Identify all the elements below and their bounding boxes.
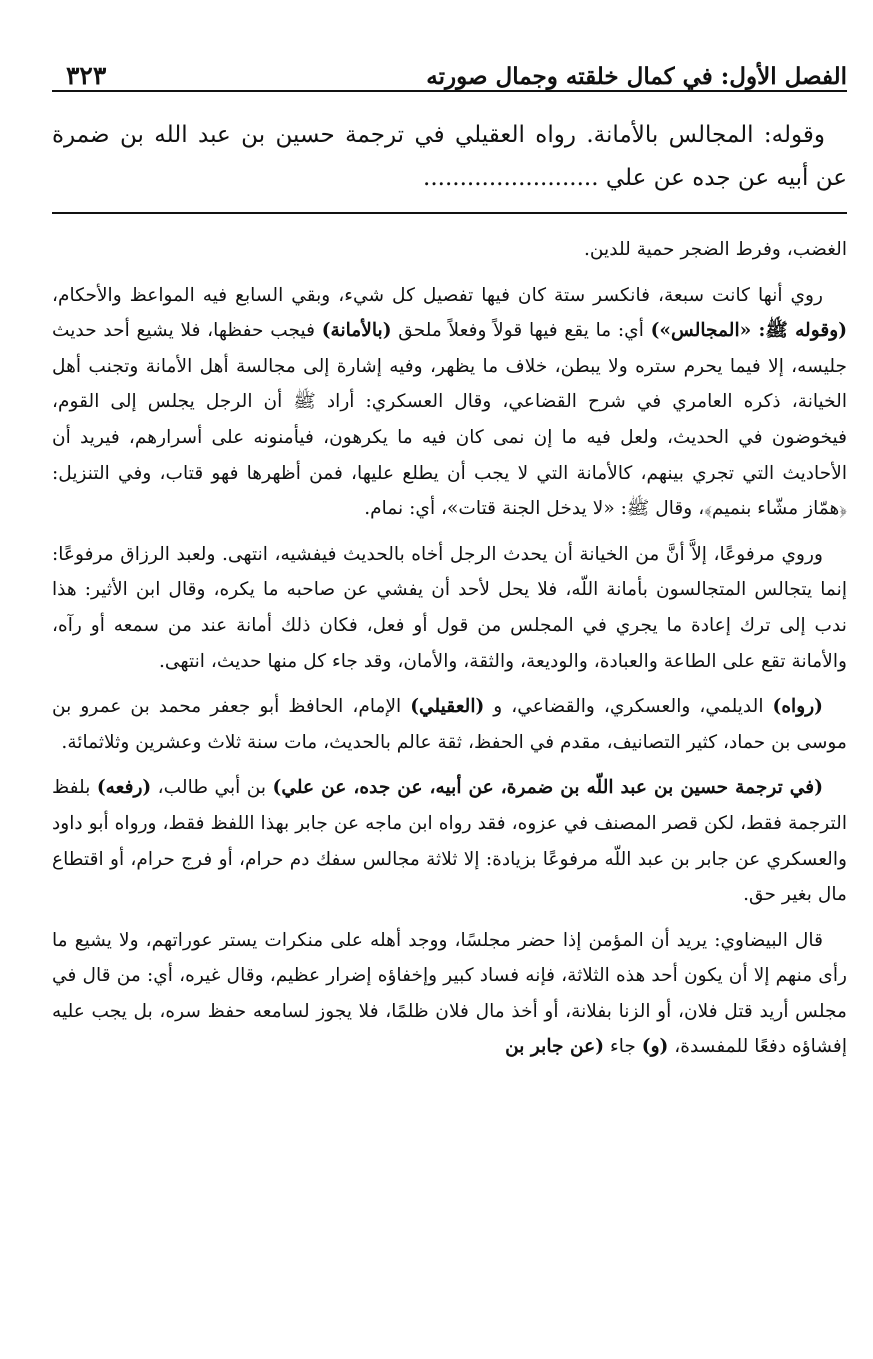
p4-bold-a: (رواه) <box>772 696 823 718</box>
paragraph-6 <box>52 923 847 1065</box>
p5-bold-c: (رفعه) <box>96 777 152 799</box>
p2-bold-b: (وقوله ﷺ: «المجالس») <box>650 320 847 342</box>
paragraph-2 <box>52 278 847 527</box>
p4-text-d: الإمام، الحافظ أبو جعفر محمد بن عمرو بن موسى بن حماد، كثير التصانيف، مقدم في الحفظ، ثقة عالم بالحديث، مات سنة ثلاث وعشرين وثلاثمائة. <box>52 696 847 753</box>
p5-bold-a: (في ترجمة حسين بن عبد اللّه بن ضمرة، عن أبيه، عن جده، عن علي) <box>272 777 823 799</box>
p2-text-c: أي: ما يقع فيها قولاً وفعلاً ملحق <box>391 320 651 342</box>
p6-text-a: قال البيضاوي: يريد أن المؤمن إذا حضر مجلسًا، ووجد أهله على منكرات يستر عوراتهم، ولا يشيع ما رأى منهم إلا أن يكون أحد هذه الثلاثة، فإنه فساد كبير وإخفاؤه إضرار عظيم، وقال غيره، أي: من قال في مجلس أريد قتل فلان، أو الزنا بفلانة، أو أخذ مال فلان ظلمًا، فلا يجوز لسامعه حفظ سره، بل يجب عليه إفشاؤه دفعًا للمفسدة، <box>52 929 847 1058</box>
p5-text-b: بن أبي طالب، <box>151 777 273 799</box>
p5-text-d: بلفظ الترجمة فقط، لكن قصر المصنف في عزوه، فقد رواه ابن ماجه عن جابر بهذا اللفظ فقط، ورواه أبو داود والعسكري عن جابر بن عبد اللّه مرفوعًا بزيادة: إلا ثلاثة مجالس سفك دم حرام، أو فرج حرام، أو اقتطاع مال بغير حق. <box>52 777 847 906</box>
paragraph-3: وروي مرفوعًا، إلاَّ أنَّ من الخيانة أن يحدث الرجل أخاه بالحديث فيفشيه، انتهى. ولعبد الرزاق مرفوعًا: إنما يتجالس المتجالسون بأمانة اللّه، فلا يحل لأحد أن يفشي عن صاحبه ما يكره، وقال ابن الأثير: هذا ندب إلى ترك إعادة ما يجري في المجلس من قول أو فعل، فكان ذلك أمانة عند من سمعه أو رآه، والأمانة تقع على الطاعة والعبادة، والوديعة، والثقة، والأمان، وقد جاء كل منها حديث، انتهى. <box>52 543 847 672</box>
paragraph-4 <box>52 689 847 760</box>
p2-bold-d: (بالأمانة) <box>321 320 392 342</box>
page-header <box>52 44 847 92</box>
matn-text <box>52 114 847 200</box>
p4-bold-c: (العقيلي) <box>410 696 485 718</box>
p2-text-e: فيجب حفظها، فلا يشيع أحد حديث جليسه، إلا فيما يحرم ستره ولا يبطن، خلاف ما يظهر، وفيه إشارة إلى مجالسة أهل الأمانة وتجنب أهل الخيانة، ذكره العامري في شرح القضاعي، وقال العسكري: أراد ﷺ أن الرجل يجلس إلى القوم، فيخوضون في الحديث، ولعل فيه ما إن نمى كان فيه ما يكرهون، فيأمنونه على أسرارهم، فيريد أن الأحاديث التي تجري بينهم، كالأمانة التي لا يجب أن يطلع عليها، فمن أظهرها فهو قتاب، وفي التنزيل: ﴿همّاز مشّاء بنميم﴾، وقال ﷺ: «لا يدخل الجنة قتات»، أي: نمام. <box>52 320 847 520</box>
commentary <box>52 232 847 1065</box>
paragraph-1: الغضب، وفرط الضجر حمية للدين. <box>583 239 847 260</box>
p6-text-c: جاء <box>604 1036 642 1058</box>
matn-line: وقوله: المجالس بالأمانة. رواه العقيلي في ترجمة حسين بن عبد الله بن ضمرة عن أبيه عن جده عن علي <box>52 122 847 191</box>
p6-bold-d: (عن جابر بن <box>505 1036 605 1058</box>
p2-text-a: روي أنها كانت سبعة، فانكسر ستة كان فيها تفصيل كل شيء، وبقي السابع فيه المواعظ والأحكام، <box>52 284 823 306</box>
page-number: ٣٢٣ <box>66 61 107 90</box>
matn-box <box>52 114 847 214</box>
p4-text-b: الديلمي، والعسكري، والقضاعي، و <box>484 696 773 718</box>
paragraph-5 <box>52 770 847 912</box>
p6-bold-b: (و) <box>641 1036 669 1058</box>
matn-dots: ........................ <box>423 165 599 191</box>
chapter-title: الفصل الأول: في كمال خلقته وجمال صورته <box>426 63 847 90</box>
